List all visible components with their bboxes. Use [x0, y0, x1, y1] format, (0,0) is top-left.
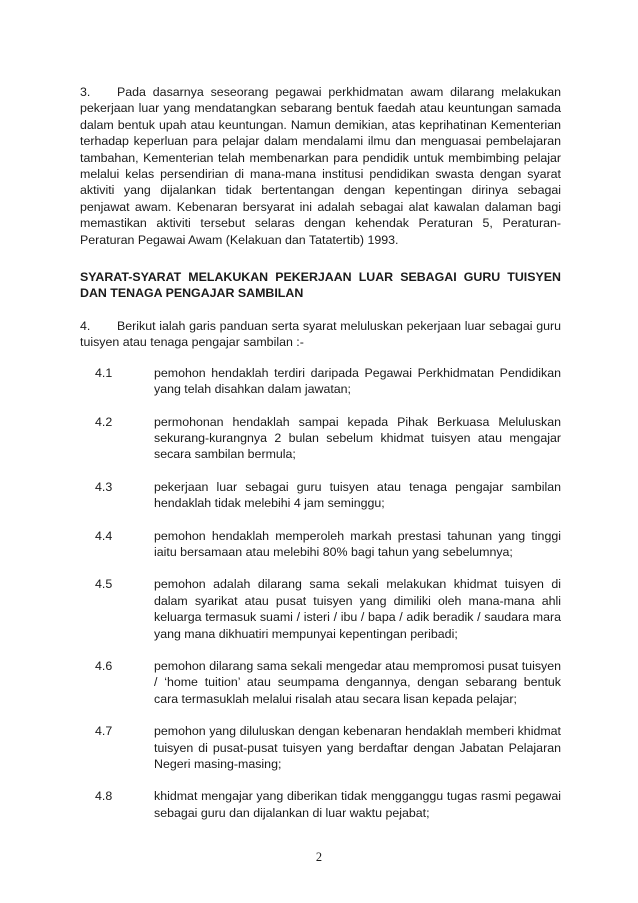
- list-item-number: 4.7: [95, 724, 113, 739]
- list-item: [80, 528, 561, 561]
- list-item-text: pemohon adalah dilarang sama sekali melakukan khidmat tuisyen di dalam syarikat atau pusat tuisyen yang dimiliki oleh mana-mana ahli keluarga termasuk suami / isteri / ibu / bapa / adik beradik / saudara mara yang mana dikhuatiri mempunyai kepentingan peribadi;: [154, 577, 561, 641]
- list-item: [80, 723, 561, 772]
- requirements-list: [80, 365, 561, 822]
- list-item: [80, 479, 561, 512]
- list-item-number: 4.4: [95, 528, 113, 543]
- list-item-text: pemohon hendaklah terdiri daripada Pegawai Perkhidmatan Pendidikan yang telah disahkan dalam jawatan;: [154, 365, 561, 397]
- list-item-text: khidmat mengajar yang diberikan tidak mengganggu tugas rasmi pegawai sebagai guru dan dijalankan di luar waktu pejabat;: [154, 789, 561, 820]
- list-item-number: 4.2: [95, 414, 113, 429]
- paragraph-3: [80, 84, 561, 248]
- list-item-number: 4.1: [95, 365, 113, 380]
- list-item-number: 4.3: [95, 479, 113, 494]
- list-item: [80, 365, 561, 398]
- paragraph-4-number: 4.: [80, 318, 91, 333]
- paragraph-3-number: 3.: [80, 85, 91, 99]
- list-item: [80, 788, 561, 821]
- list-item: [80, 658, 561, 707]
- list-item-text: pekerjaan luar sebagai guru tuisyen atau tenaga pengajar sambilan hendaklah tidak melebihi 4 jam seminggu;: [154, 479, 561, 511]
- list-item-number: 4.5: [95, 577, 113, 592]
- list-item-text: permohonan hendaklah sampai kepada Pihak Berkuasa Meluluskan sekurang-kurangnya 2 bulan sebelum khidmat tuisyen atau mengajar secara sambilan bermula;: [154, 414, 561, 462]
- paragraph-3-text: Pada dasarnya seseorang pegawai perkhidmatan awam dilarang melakukan pekerjaan luar yang mendatangkan sebarang bentuk faedah atau keuntungan samada dalam bentuk upah atau keuntungan. Namun demikian, atas keprihatinan Kementerian terhadap keperluan para pelajar dalam mendalami ilmu dan menguasai pembelajaran tambahan, Kementerian telah membenarkan para pendidik untuk membimbing pelajar melalui kelas persendirian di mana-mana institusi pendidikan swasta dengan syarat aktiviti yang dijalankan tidak bertentangan dengan kepentingan dirinya sebagai penjawat awam. Kebenaran bersyarat ini adalah sebagai alat kawalan dalaman bagi memastikan aktiviti tersebut selaras dengan kehendak Peraturan 5, Peraturan-Peraturan Pegawai Awam (Kelakuan dan Tatatertib) 1993.: [80, 85, 561, 247]
- list-item-number: 4.8: [95, 789, 113, 804]
- paragraph-4: [80, 318, 561, 351]
- list-item: [80, 414, 561, 463]
- list-item: [80, 576, 561, 642]
- page-number: 2: [315, 850, 323, 864]
- list-item-text: pemohon dilarang sama sekali mengedar atau mempromosi pusat tuisyen / ‘home tuition’ atau seumpama dengannya, dengan sebarang bentuk cara termasuklah melalui risalah atau secara lisan kepada pelajar;: [154, 658, 561, 706]
- paragraph-4-text: Berikut ialah garis panduan serta syarat meluluskan pekerjaan luar sebagai guru tuisyen atau tenaga pengajar sambilan :-: [80, 318, 561, 350]
- document-page: [80, 84, 561, 837]
- section-heading: SYARAT-SYARAT MELAKUKAN PEKERJAAN LUAR SEBAGAI GURU TUISYEN DAN TENAGA PENGAJAR SAMBILAN: [80, 270, 561, 301]
- list-item-text: pemohon yang diluluskan dengan kebenaran hendaklah memberi khidmat tuisyen di pusat-pusat tuisyen yang berdaftar dengan Jabatan Pelajaran Negeri masing-masing;: [154, 724, 561, 771]
- list-item-text: pemohon hendaklah memperoleh markah prestasi tahunan yang tinggi iaitu bersamaan atau melebihi 80% bagi tahun yang sebelumnya;: [154, 528, 561, 559]
- list-item-number: 4.6: [95, 658, 113, 673]
